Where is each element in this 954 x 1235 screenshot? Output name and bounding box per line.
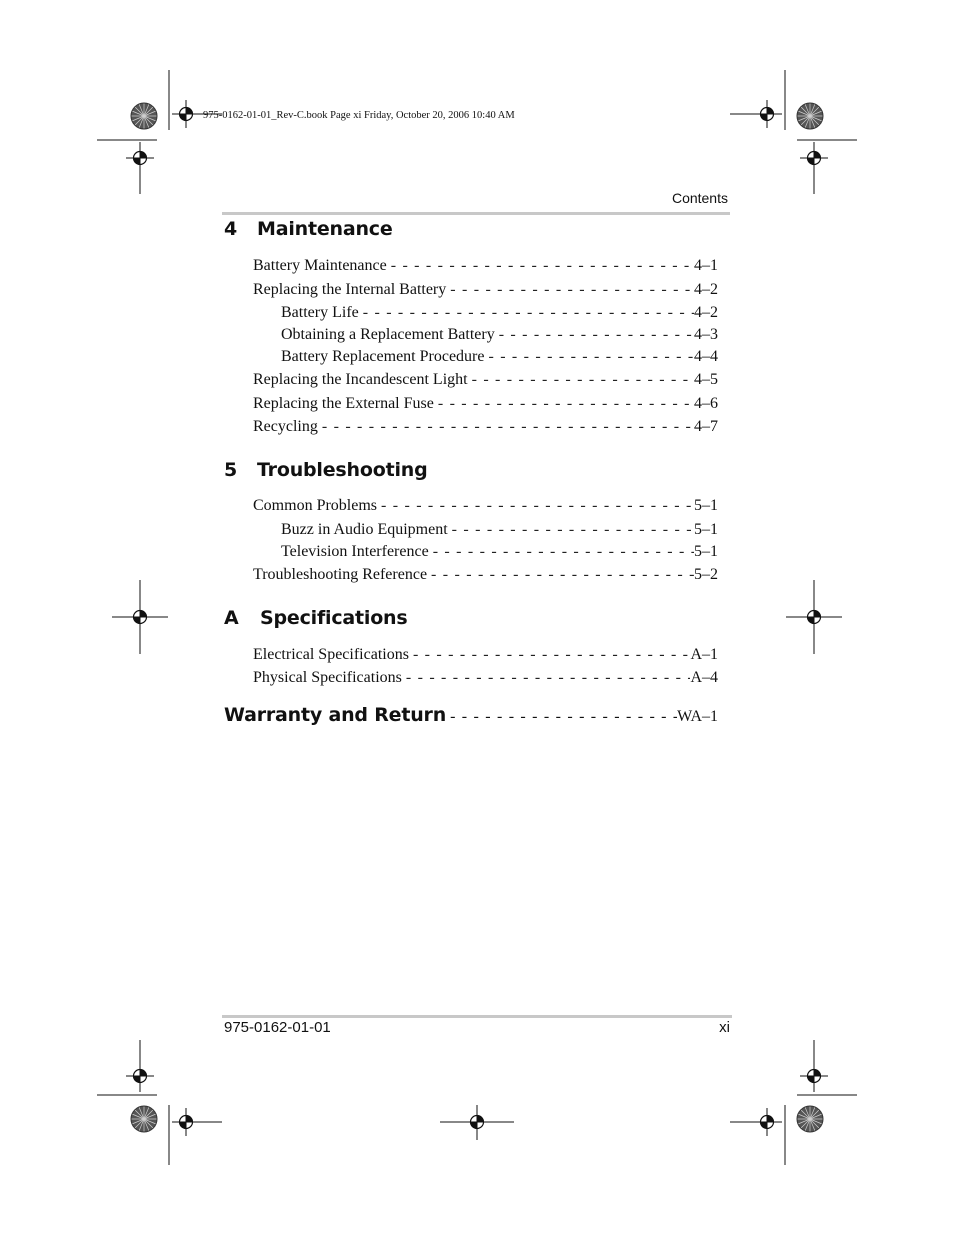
- chapter-heading: [224, 607, 408, 629]
- dot-leader: [377, 497, 694, 515]
- entry-page: 4–3: [694, 326, 718, 343]
- entry-title: Common Problems: [253, 497, 378, 514]
- entry-title: Battery Maintenance: [253, 257, 387, 274]
- toc-list: [253, 497, 718, 588]
- entry-title: Replacing the Incandescent Light: [253, 371, 468, 388]
- chapter-title: Troubleshooting: [257, 459, 428, 481]
- entry-page: 4–2: [694, 304, 718, 321]
- dot-leader: [387, 257, 694, 275]
- dot-leader: [495, 326, 694, 344]
- warranty-page: WA–1: [677, 708, 718, 725]
- dot-leader: [429, 543, 694, 561]
- entry-title: Battery Life: [281, 304, 359, 321]
- chapter-heading: [224, 459, 428, 481]
- chapter-heading: [224, 218, 393, 240]
- toc-subentry[interactable]: [253, 543, 718, 565]
- dot-leader: [318, 418, 694, 436]
- entry-page: 5–1: [694, 543, 718, 560]
- running-head: Contents: [671, 190, 728, 206]
- toc-entry[interactable]: [253, 257, 718, 279]
- entry-page: 4–7: [694, 418, 718, 435]
- chapter-title: Specifications: [260, 607, 408, 629]
- entry-page: 4–1: [694, 257, 718, 274]
- toc-subentry[interactable]: [253, 304, 718, 326]
- footer-rule: [222, 1015, 732, 1018]
- chapter-number: 4: [224, 218, 238, 240]
- toc-subentry[interactable]: [253, 521, 718, 543]
- entry-page: 5–2: [694, 566, 718, 583]
- page-number: xi: [719, 1019, 730, 1036]
- entry-title: Recycling: [253, 418, 318, 435]
- toc-entry[interactable]: [253, 646, 718, 668]
- entry-title: Buzz in Audio Equipment: [281, 521, 448, 538]
- chapter-number: 5: [224, 459, 238, 481]
- toc-entry[interactable]: [253, 281, 718, 303]
- dot-leader: [484, 348, 694, 366]
- dot-leader: [402, 669, 691, 687]
- toc-entry[interactable]: [253, 669, 718, 691]
- entry-title: Battery Replacement Procedure: [281, 348, 485, 365]
- entry-title: Electrical Specifications: [253, 646, 409, 663]
- chapter-number: A: [224, 607, 239, 629]
- toc-entry[interactable]: [253, 418, 718, 440]
- toc-subentry[interactable]: [253, 348, 718, 370]
- slug-line: 975-0162-01-01_Rev-C.book Page xi Friday, October 20, 2006 10:40 AM: [203, 110, 515, 121]
- entry-page: 5–1: [694, 497, 718, 514]
- warranty-title: Warranty and Return: [224, 704, 447, 726]
- dot-leader: [446, 708, 677, 726]
- entry-page: 5–1: [694, 521, 718, 538]
- toc-list: [253, 257, 718, 440]
- dot-leader: [359, 304, 694, 322]
- dot-leader: [427, 566, 694, 584]
- dot-leader: [434, 395, 694, 413]
- entry-title: Replacing the External Fuse: [253, 395, 434, 412]
- entry-title: Physical Specifications: [253, 669, 402, 686]
- toc-entry[interactable]: [253, 395, 718, 417]
- toc-entry-warranty[interactable]: [224, 704, 718, 726]
- entry-page: A–4: [690, 669, 718, 686]
- toc-list: [253, 646, 718, 691]
- entry-page: 4–6: [694, 395, 718, 412]
- entry-page: 4–2: [694, 281, 718, 298]
- document-number: 975-0162-01-01: [224, 1019, 331, 1036]
- dot-leader: [409, 646, 691, 664]
- entry-page: A–1: [690, 646, 718, 663]
- header-rule: [222, 212, 730, 215]
- entry-page: 4–4: [694, 348, 718, 365]
- dot-leader: [448, 521, 694, 539]
- toc-entry[interactable]: [253, 371, 718, 393]
- entry-title: Replacing the Internal Battery: [253, 281, 447, 298]
- toc-entry[interactable]: [253, 566, 718, 588]
- toc-entry[interactable]: [253, 497, 718, 519]
- dot-leader: [446, 281, 694, 299]
- dot-leader: [468, 371, 694, 389]
- toc-subentry[interactable]: [253, 326, 718, 348]
- chapter-title: Maintenance: [257, 218, 393, 240]
- entry-title: Television Interference: [281, 543, 429, 560]
- entry-page: 4–5: [694, 371, 718, 388]
- entry-title: Troubleshooting Reference: [253, 566, 428, 583]
- entry-title: Obtaining a Replacement Battery: [281, 326, 495, 343]
